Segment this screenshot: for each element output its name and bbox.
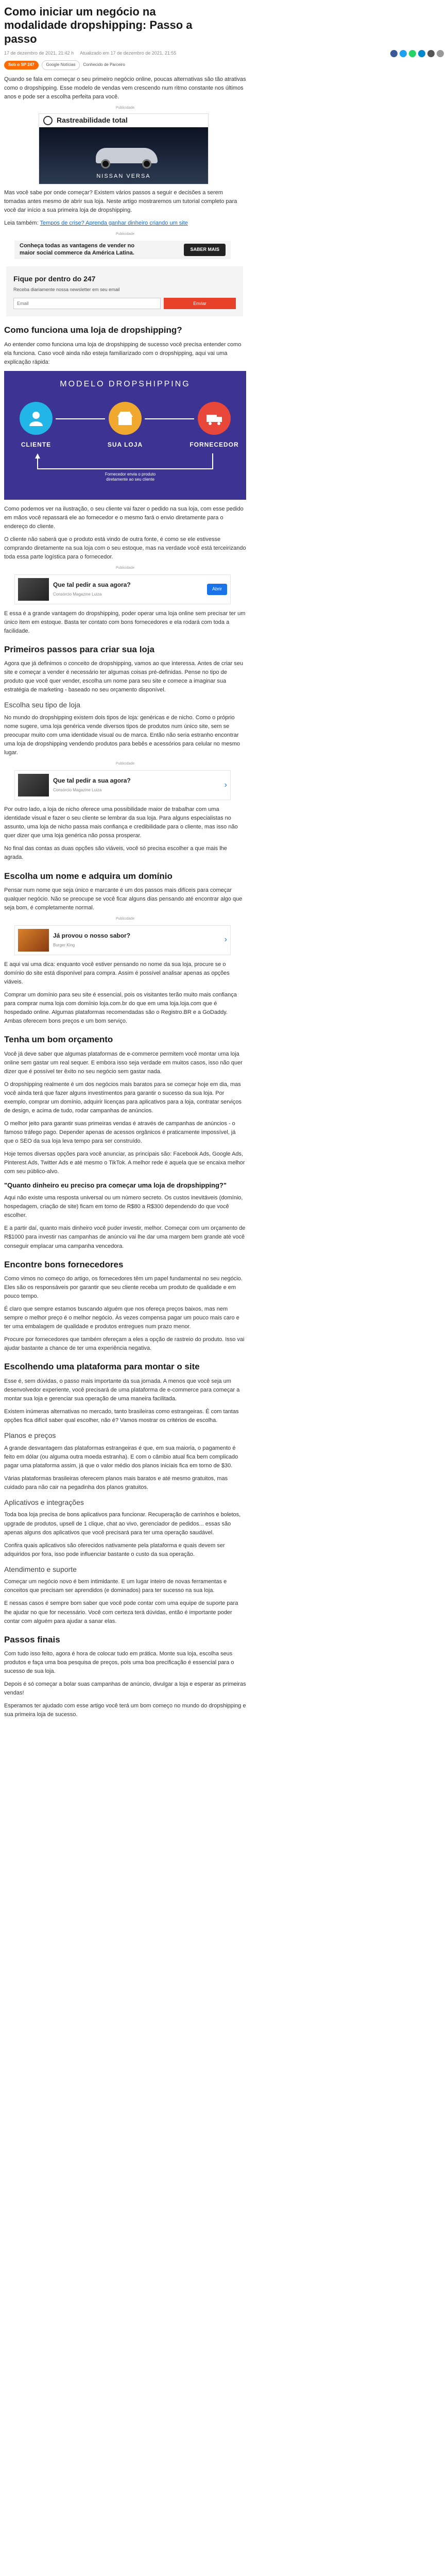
section-paragraph: Comprar um domínio para seu site é essencial, pois os visitantes terão muito mais confiança para comprar numa loja com domínio loja.com.br do que em uma loja.loja.com que é hospedado online. Algumas plataformas recomendadas são o Registro.BR e a GoDaddy. Ambas oferecem bons preços e um bom serviço. (4, 992, 237, 1025)
ad-card-sponsor: Consórcio Magazine Luiza (53, 591, 102, 597)
ad-thumbnail (18, 774, 49, 796)
section-paragraph: Pensar num nome que seja único e marcante é um dos passos mais difíceis para começar qualquer negócio. Não se preocupe se você ficar alguns dias pensando até encontrar algo que seja bom, é completamente normal. (4, 887, 243, 911)
ad-top[interactable] (39, 113, 209, 184)
ad-label: Publicidade (115, 232, 135, 236)
ad-card[interactable] (14, 770, 231, 800)
section-heading: Escolhendo uma plataforma para montar o site (4, 1362, 200, 1372)
diagram-title: MODELO DROPSHIPPING (60, 379, 191, 388)
partner-badge: Conhecido de Parceiro (83, 62, 125, 67)
email-icon[interactable] (427, 50, 435, 57)
car-wheel-icon (101, 159, 110, 168)
diagram-note: Fornecedor envia o produto diretamente ao seu cliente (105, 471, 156, 482)
section-paragraph: Começar um negócio novo é bem intimidante. E um lugar inteiro de novas ferramentas e conceitos que precisam ser aprendidos (e dominados) para ter sucesso na sua loja. (4, 1579, 227, 1594)
twitter-icon[interactable] (400, 50, 407, 57)
arrow-right-icon (56, 418, 105, 419)
section-paragraph: Por outro lado, a loja de nicho oferece uma possibilidade maior de trabalhar com uma identidade visual e fazer o seu cliente se lembrar da sua loja. Para alguns especialistas no assunto, uma loja de nicho passa mais confiança e credibilidade para o cliente, mas isso não quer dizer que uma loja genérica não possa prosperar. (4, 806, 238, 839)
newsletter-submit-button[interactable]: Enviar (164, 298, 236, 309)
section-paragraph: Com tudo isso feito, agora é hora de colocar tudo em prática. Monte sua loja, escolha seus produtos e faça uma boa pesquisa de preços, pois uma boa precificação é essencial para o sucesso de sua loja. (4, 1650, 234, 1675)
newsletter-box (6, 266, 243, 317)
ad-label: Publicidade (115, 106, 135, 110)
share-bar (390, 50, 444, 57)
section-paragraph: E nessas casos é sempre bom saber que você pode contar com uma equipe de suporte para lhe ajudar no que for necessário. Você com certeza terá dúvidas, então é importante poder contar com alguém para ajudar a sanar elas. (4, 1600, 238, 1624)
section-paragraph: Confira quais aplicativos são oferecidos nativamente pela plataforma e quais devem ser adquiridos por fora, isso pode influenciar bastante o custo da sua operação. (4, 1542, 225, 1557)
ad-label: Publicidade (115, 566, 135, 570)
dropshipping-diagram (4, 371, 246, 500)
section-paragraph: No final das contas as duas opções são viáveis, você só precisa escolher a que mais lhe agrada. (4, 845, 227, 861)
section-heading: Encontre bons fornecedores (4, 1259, 124, 1269)
facebook-icon[interactable] (390, 50, 398, 57)
section-paragraph: Esperamos ter ajudado com esse artigo você terá um bom começo no mundo do dropshipping e sua primeira loja de sucesso. (4, 1703, 246, 1718)
section-heading: Primeiros passos para criar sua loja (4, 644, 154, 654)
chevron-right-icon[interactable]: › (224, 935, 227, 944)
section-paragraph: O dropshipping realmente é um dos negócios mais baratos para se começar hoje em dia, mas você ainda terá que fazer alguns investimentos para garantir o sucesso da sua loja. Por exemplo, comprar um domínio, adquirir licenças para aplicativos para a loja, contratar serviços de design, e acima de tudo, rodar campanhas de anúncios. (4, 1081, 242, 1114)
truck-icon (205, 410, 223, 427)
section-paragraph: Existem inúmeras alternativas no mercado, tanto brasileiras como estrangeiras. É com tantas opções fica difícil saber qual escolher, não é? Vamos mostrar os critérios de escolha. (4, 1408, 239, 1423)
customer-node (20, 402, 53, 435)
section-heading: Escolha um nome e adquira um domínio (4, 871, 173, 881)
ad-label: Publicidade (115, 762, 135, 766)
section-paragraph: A grande desvantagem das plataformas estrangeiras é que, em sua maioria, o pagamento é feito em dólar (ou alguma outra moeda estranha). E com o câmbio atual fica bem complicado pagar uma plataforma assim, já que o valor médio dos planos iniciais fica em torno de $30. (4, 1445, 238, 1469)
ad-card[interactable] (14, 574, 231, 604)
section-paragraph: Aqui não existe uma resposta universal ou um número secreto. Os custos inevitáveis (domínio, hospedagem, criação de site) ficam em torno de R$80 a R$300 dependendo do que você escolher. (4, 1195, 243, 1219)
newsletter-subtitle: Receba diariamente nossa newsletter em seu email (13, 287, 120, 293)
read-also-link[interactable]: Tempos de crise? Aprenda ganhar dinheiro criando um site (40, 219, 188, 226)
section-paragraph: Você já deve saber que algumas plataformas de e-commerce permitem você montar uma loja online sem gastar um real sequer. E embora isso seja verdade em muitos casos, isso não quer dizer que é possível ter êxito no seu negócio sem gastar nada. (4, 1050, 243, 1075)
category-badge[interactable]: Sob o SP 247 (4, 61, 39, 69)
section-paragraph: É claro que sempre estamos buscando alguém que nos ofereça preços baixos, mas nem sempre o melhor preço é o melhor negócio. Às vezes compensa pagar um pouco mais caro e ter uma embalagem de qualidade e produtos entregues num prazo menor. (4, 1306, 239, 1330)
section-paragraph: Agora que já definimos o conceito de dropshipping, vamos ao que interessa. Antes de criar seu site e começar a vender é necessário ter algumas coisas pré-definidas. Pense no tipo de produto que você quer vender, escolha um nome para seu site e comece a imaginar sua estratégia de marketing - baseado no seu orçamento disponível. (4, 660, 244, 693)
ad-banner[interactable] (14, 241, 231, 259)
article-page (0, 5, 448, 1744)
chevron-right-icon[interactable]: › (224, 780, 227, 789)
intro-paragraph: Quando se fala em começar o seu primeiro negócio online, poucas alternativas são tão atrativas como o dropshipping. Esse modelo de vendas vem crescendo num ritmo constante nos últimos anos e pode ser a escolha perfeita para você. (4, 76, 246, 100)
section-paragraph: Como podemos ver na ilustração, o seu cliente vai fazer o pedido na sua loja, com esse pedido em mãos você repassará ele ao fornecedor e o mesmo fará o envio diretamente para o endereço do cliente. (4, 505, 244, 530)
supplier-label: FORNECEDOR (189, 440, 239, 448)
store-node (109, 402, 142, 435)
whatsapp-icon[interactable] (409, 50, 416, 57)
section-paragraph: No mundo do dropshipping existem dois tipos de loja: genéricas e de nicho. Como o próprio nome sugere, uma loja genérica vende diversos tipos de produtos num único site, sem se preocupar muito com uma identidade visual ou de marca. Então não seria estranho encontrar uma loja de dropshipping vendendo produtos para bebês e acessórios para celular no mesmo lugar. (4, 715, 240, 756)
return-arrow-icon (35, 453, 215, 474)
ad-thumbnail (18, 929, 49, 952)
section-paragraph: Hoje temos diversas opções para você anunciar, as principais são: Facebook Ads, Google Ads, Pinterest Ads, Twitter Ads e até mesmo o TikTok. A melhor rede é aquela que se encaixa melhor com seu público-alvo. (4, 1151, 245, 1175)
store-label: SUA LOJA (107, 440, 143, 448)
customer-icon (27, 410, 45, 427)
ad-card-sponsor: Burger King (53, 942, 75, 947)
read-also: Leia também: Tempos de crise? Aprenda ganhar dinheiro criando um site (4, 219, 188, 226)
section-paragraph: Esse é, sem dúvidas, o passo mais importante da sua jornada. A menos que você seja um desenvolvedor experiente, você precisará de uma plataforma de e-commerce para começar a montar sua loja e gerenciar sua operação de uma maneira facilitada. (4, 1378, 240, 1402)
section-paragraph: E essa é a grande vantagem do dropshipping, poder operar uma loja online sem precisar ter um único item em estoque. Basta ter contato com bons fornecedores e ela rodará com toda a facilidade. (4, 610, 246, 634)
ad-top-title: Rastreabilidade total (57, 115, 128, 124)
ad-label: Publicidade (115, 917, 135, 921)
article-title: Como iniciar um negócio na modalidade dropshipping: Passo a passo (4, 5, 193, 45)
newsletter-title: Fique por dentro do 247 (13, 274, 96, 283)
section-paragraph: Procure por fornecedores que também ofereçam a eles a opção de rastreio do produto. Isso vai ajudar bastante a chance de ter uma experiência negativa. (4, 1336, 245, 1352)
section-paragraph: O melhor jeito para garantir suas primeiras vendas é através de campanhas de anúncios - o famoso tráfego pago. Depender apenas de acessos orgânicos é praticamente impossível, já que o SEO da sua loja leva tempo para ser construído. (4, 1120, 236, 1144)
arrow-right-icon (145, 418, 194, 419)
store-icon (116, 410, 134, 427)
article-badges (4, 60, 448, 70)
article-date: 17 de dezembro de 2021, 21:42 h (4, 50, 74, 56)
subsection-heading: Aplicativos e integrações (4, 1498, 84, 1506)
ad-banner-text: Conheça todas as vantagens de vender no maior social commerce da América Latina. (20, 243, 135, 256)
article-meta (0, 50, 448, 57)
intro-paragraph: Mas você sabe por onde começar? Existem vários passos a seguir e decisões a serem tomadas antes mesmo de abrir sua loja. Neste artigo mostraremos um tutorial completo para você dar início a sua primeira loja de dropshipping. (4, 189, 237, 213)
newsletter-email-input[interactable] (13, 298, 161, 309)
ad-card-title: Que tal pedir a sua agora? (53, 777, 131, 785)
car-wheel-icon (142, 159, 151, 168)
ad-top-caption: NISSAN VERSA (96, 173, 151, 179)
section-paragraph: Depois é só começar a bolar suas campanhas de anúncio, divulgar a loja e esperar as primeiras vendas! (4, 1681, 246, 1697)
section-heading: Tenha um bom orçamento (4, 1035, 113, 1045)
section-paragraph: Toda boa loja precisa de bons aplicativos para funcionar. Recuperação de carrinhos e boletos, upgrade de produtos, upsell de 1 clique, chat ao vivo, gerenciador de pedidos... essas são apenas alguns dos aplicativos que você precisará para ter uma operação saudável. (4, 1512, 241, 1536)
article-updated: Atualizado em 17 de dezembro de 2021, 21:55 (80, 50, 177, 56)
section-paragraph: Várias plataformas brasileiras oferecem planos mais baratos e até mesmo gratuitos, mas cuidado para não cair na pegadinha dos planos gratuitos. (4, 1475, 228, 1490)
section-paragraph: E a partir daí, quanto mais dinheiro você puder investir, melhor. Começar com um orçamento de R$1000 para investir nas campanhas de anúncio vai lhe dar uma margem bem grande até você conseguir emplacar uma campanha vencedora. (4, 1225, 246, 1249)
customer-label: CLIENTE (21, 440, 51, 448)
ad-card[interactable] (14, 925, 231, 955)
section-paragraph: O cliente não saberá que o produto está vindo de outra fonte, é como se ele estivesse comprando diretamente na sua loja com o seu estoque, mas na verdade você está terceirizando toda essa parte logística para o fornecedor. (4, 536, 246, 560)
telegram-icon[interactable] (418, 50, 425, 57)
subsection-heading: Atendimento e suporte (4, 1565, 77, 1573)
supplier-node (198, 402, 231, 435)
section-paragraph: Ao entender como funciona uma loja de dropshipping de sucesso você precisa entender como ela funciona. Caso você ainda não esteja familiarizado com o dropshipping, aqui vai uma explicação rápida: (4, 341, 242, 365)
ad-card-button[interactable]: Abrir (207, 584, 227, 595)
ad-banner-button[interactable]: SABER MAIS (184, 244, 226, 256)
google-news-badge[interactable]: Google Notícias (42, 60, 80, 70)
section-paragraph: E aqui vai uma dica: enquanto você estiver pensando no nome da sua loja, procure se o domínio do site está disponível para compra. Assim é possível analisar apenas as opções viáveis. (4, 961, 230, 985)
print-icon[interactable] (437, 50, 444, 57)
ad-thumbnail (18, 578, 49, 601)
ad-card-title: Já provou o nosso sabor? (53, 932, 131, 940)
nissan-logo-icon (43, 116, 53, 125)
section-paragraph: Como vimos no começo do artigo, os fornecedores têm um papel fundamental no seu negócio. Eles são os responsáveis por garantir que seu cliente receba um produto de qualidade e em pouco tempo. (4, 1275, 243, 1299)
subsection-heading: Planos e preços (4, 1431, 56, 1439)
ad-card-sponsor: Consórcio Magazine Luiza (53, 788, 102, 793)
section-heading: Como funciona uma loja de dropshipping? (4, 325, 182, 335)
pull-quote: "Quanto dinheiro eu preciso pra começar uma loja de dropshipping?" (4, 1181, 227, 1190)
car-image (39, 127, 208, 184)
section-heading: Passos finais (4, 1634, 60, 1645)
ad-card-title: Que tal pedir a sua agora? (53, 581, 131, 588)
subsection-heading: Escolha seu tipo de loja (4, 701, 80, 709)
